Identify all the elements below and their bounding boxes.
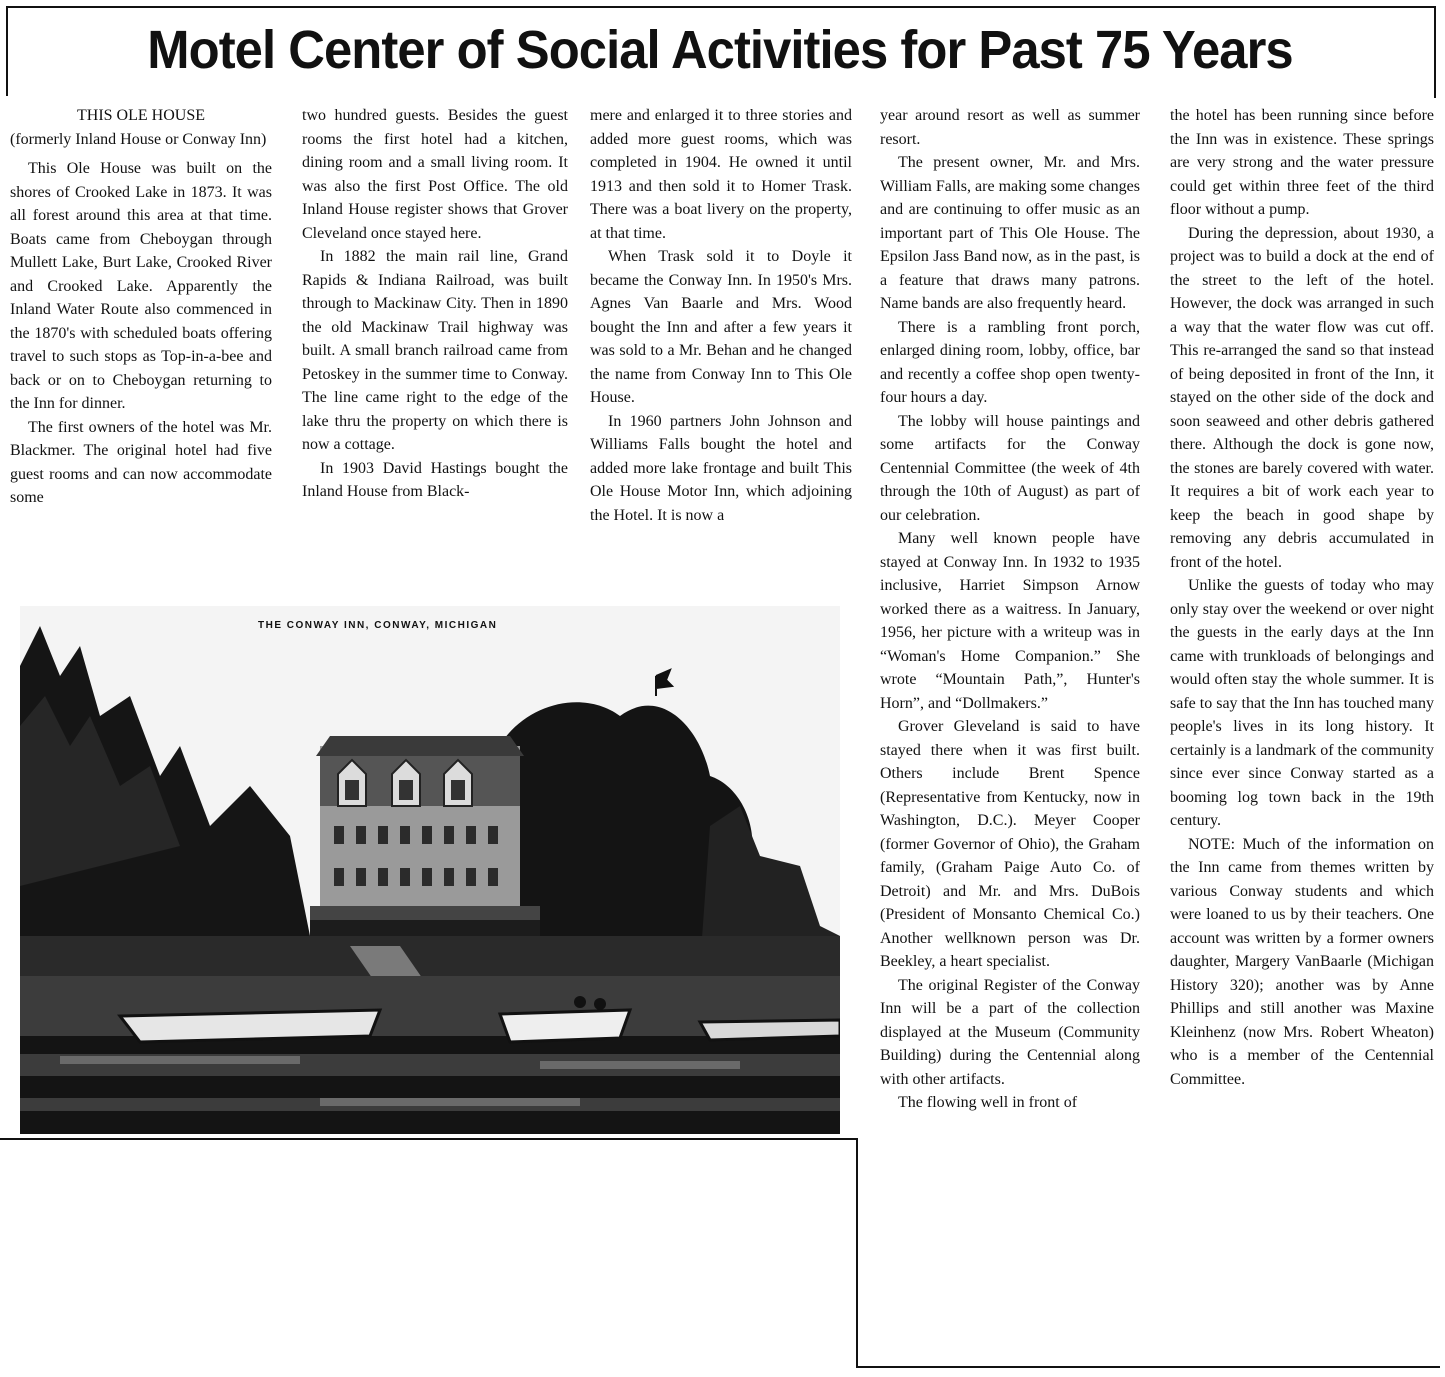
column-5 — [1170, 104, 1434, 1091]
column-3 — [590, 104, 852, 527]
paragraph: There is a rambling front porch, enlarged dining room, lobby, office, bar and recently a coffee shop open twenty-four hours a day. — [880, 318, 1140, 406]
paragraph: two hundred guests. Besides the guest rooms the first hotel had a kitchen, dining room and a small living room. It was also the first Post Office. The old Inland House register shows that Grover Cleveland once stayed here. — [302, 107, 568, 242]
paragraph: (formerly Inland House or Conway Inn) — [10, 130, 267, 148]
frame-inner-rule — [856, 1138, 858, 1368]
frame-top-rule — [6, 6, 1436, 8]
frame-left-rule — [6, 6, 8, 96]
section-heading: THIS OLE HOUSE — [77, 107, 205, 124]
column-4 — [880, 104, 1140, 1115]
paragraph: Grover Gleveland is said to have stayed there when it was first built. Others include Brent Spence (Representative from Kentucky, now in Washington, D.C.). Meyer Cooper (former Governor of Ohio), the Graham family, (Graham Paige Auto Co. of Detroit) and Mr. and Mrs. DuBois (President of Monsanto Chemical Co.) Another wellknown person was Dr. Beekley, a heart specialist. — [880, 718, 1140, 970]
paragraph: The present owner, Mr. and Mrs. William Falls, are making some changes and are continuing to offer music as an important part of This Ole House. The Epsilon Jass Band now, as in the past, is a feature that draws many patrons. Name bands are also frequently heard. — [880, 154, 1140, 312]
inn-photograph — [20, 606, 840, 1134]
headline: Motel Center of Social Activities for Past 75 Years — [147, 20, 1293, 80]
frame-bottom-rule — [0, 1138, 858, 1140]
photo-caption: THE CONWAY INN, CONWAY, MICHIGAN — [258, 620, 498, 631]
paragraph: The first owners of the hotel was Mr. Blackmer. The original hotel had five guest rooms and can now accommodate some — [10, 418, 272, 506]
paragraph: NOTE: Much of the information on the Inn came from themes written by various Conway students and which were loaned to us by their teachers. One account was written by a former owners daughter, Margery VanBaarle (Michigan History 320); another was by Anne Phillips and still another was Maxine Kleinhenz (now Mrs. Robert Wheaton) who is a member of the Centennial Committee. — [1170, 835, 1434, 1088]
column-1 — [10, 104, 272, 510]
paragraph: During the depression, about 1930, a project was to build a dock at the end of the street to the left of the hotel. However, the dock was arranged in such a way that the water flow was cut off. This re-arranged the sand so that instead of being deposited in front of the Inn, it stayed on the other side of the dock and soon seaweed and other debris gathered there. Although the dock is gone now, the stones are barely covered with water. It requires a bit of work each year to keep the beach in good shape by removing any debris accumulated in front of the hotel. — [1170, 224, 1434, 571]
paragraph: In 1903 David Hastings bought the Inland House from Black- — [302, 459, 568, 500]
paragraph: When Trask sold it to Doyle it became the Conway Inn. In 1950's Mrs. Agnes Van Baarle and Mrs. Wood bought the Inn and after a few years it was sold to a Mr. Behan and he changed the name from Conway Inn to This Ole House. — [590, 248, 852, 406]
paragraph: mere and enlarged it to three stories and added more guest rooms, which was completed in 1904. He owned it until 1913 and then sold it to Homer Trask. There was a boat livery on the property, at that time. — [590, 107, 852, 242]
paragraph: The flowing well in front of — [898, 1094, 1078, 1111]
paragraph: The original Register of the Conway Inn will be a part of the collection displayed at the Museum (Community Building) during the Centennial along with other artifacts. — [880, 976, 1140, 1088]
paragraph: Unlike the guests of today who may only stay over the weekend or over night the guests in the early days at the Inn came with trunkloads of belongings and would often stay the whole summer. It is safe to say that the Inn has touched many people's lives in its long history. It certainly is a landmark of the community since ever since Conway started as a booming log town back in the 19th century. — [1170, 577, 1434, 829]
paragraph: year around resort as well as summer resort. — [880, 107, 1140, 148]
frame-right-rule — [1434, 6, 1436, 98]
paragraph: In 1960 partners John Johnson and Williams Falls bought the hotel and added more lake frontage and built This Ole House Motor Inn, which adjoining the Hotel. It is now a — [590, 412, 852, 524]
frame-bottom-right-rule — [856, 1366, 1440, 1368]
paragraph: the hotel has been running since before the Inn was in existence. These springs are very strong and the water pressure could get within three feet of the third floor without a pump. — [1170, 107, 1434, 218]
paragraph: This Ole House was built on the shores of Crooked Lake in 1873. It was all forest around this area at that time. Boats came from Cheboygan through Mullett Lake, Burt Lake, Crooked River and Crooked Lake. Apparently the Inland Water Route also commenced in the 1870's with scheduled boats offering travel to such stops as Top-in-a-bee and back or on to Cheboygan returning to the Inn for dinner. — [10, 160, 272, 412]
column-2 — [302, 104, 568, 504]
paragraph: In 1882 the main rail line, Grand Rapids & Indiana Railroad, was built through to Mackinaw City. Then in 1890 the old Mackinaw Trail highway was built. A small branch railroad came from Petoskey in the summer time to Conway. The line came right to the edge of the lake thru the property on which there is now a cottage. — [302, 248, 568, 453]
paragraph: The lobby will house paintings and some artifacts for the Conway Centennial Committee (the week of 4th through the 10th of August) as part of our celebration. — [880, 412, 1140, 524]
paragraph: Many well known people have stayed at Conway Inn. In 1932 to 1935 inclusive, Harriet Simpson Arnow worked there as a waitress. In January, 1956, her picture with a writeup was in “Woman's Home Companion.” She wrote “Mountain Path,”, Hunter's Horn”, and “Dollmakers.” — [880, 530, 1140, 712]
